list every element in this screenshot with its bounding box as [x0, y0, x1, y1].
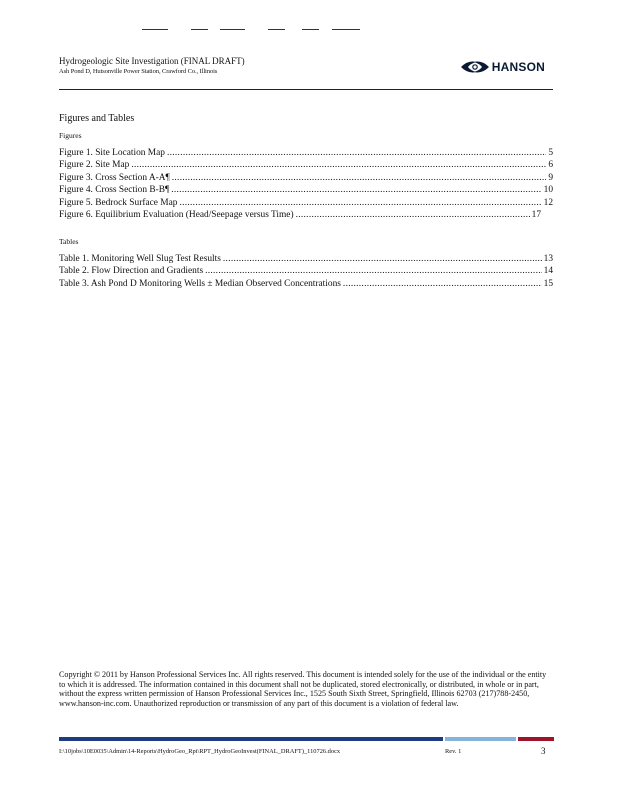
- toc-entry-page: 9: [548, 172, 553, 183]
- logo-wordmark: HANSON: [491, 60, 545, 74]
- toc-leader-dots: [179, 197, 541, 209]
- page-header: [59, 56, 553, 89]
- toc-leader-dots: [296, 209, 530, 221]
- toc-entry[interactable]: [59, 147, 553, 159]
- toc-entry-page: 12: [543, 197, 553, 208]
- toc-leader-dots: [172, 172, 547, 184]
- hanson-emblem-icon: [460, 59, 490, 75]
- toc-entry-label: Figure 5. Bedrock Surface Map: [59, 197, 178, 208]
- footer-file-path: I:\10jobs\10E0035\Admin\14-Reports\HydroGeo_Rpt\RPT_HydroGeoInvest(FINAL_DRAFT)_110726.docx: [59, 748, 341, 755]
- toc-entry-page: 15: [543, 278, 553, 289]
- toc-entry[interactable]: [59, 184, 553, 196]
- toc-entry-label: Figure 3. Cross Section A-A¶: [59, 172, 170, 183]
- section-title: Figures and Tables: [59, 113, 135, 124]
- toc-entry[interactable]: [59, 172, 553, 184]
- document-subtitle: Ash Pond D, Hutsonville Power Station, Crawford Co., Illinois: [59, 68, 218, 75]
- header-divider: [59, 89, 553, 90]
- toc-leader-dots: [131, 159, 546, 171]
- copyright-notice: Copyright © 2011 by Hanson Professional Services Inc. All rights reserved. This document is intended solely for the use of the individual or the entity to which it is addressed. The information contained in this document shall not be duplicated, stored electronically, or distributed, in whole or in part, without the express written permission of Hanson Professional Services Inc., 1525 South Sixth Street, Springfield, Illinois 62703 (217)788-2450, www.hanson-inc.com. Unauthorized reproduction or transmission of any part of this document is a violation of federal law.: [59, 670, 547, 708]
- top-dash-marks: [0, 29, 618, 31]
- toc-leader-dots: [205, 265, 542, 277]
- toc-entry-page: 10: [543, 185, 553, 196]
- toc-entry-label: Figure 6. Equilibrium Evaluation (Head/Seepage versus Time): [59, 209, 294, 220]
- footer-revision: Rev. 1: [445, 748, 462, 755]
- figures-list: [59, 147, 553, 221]
- toc-leader-dots: [343, 278, 542, 290]
- toc-entry-label: Figure 4. Cross Section B-B¶: [59, 185, 170, 196]
- toc-entry[interactable]: [59, 253, 553, 265]
- document-title: Hydrogeologic Site Investigation (FINAL DRAFT): [59, 56, 245, 66]
- toc-entry-page: 14: [543, 266, 553, 277]
- toc-entry-label: Table 2. Flow Direction and Gradients: [59, 266, 204, 277]
- footer-bar-red: [518, 737, 554, 741]
- toc-entry-page: 13: [543, 254, 553, 264]
- page-number: 3: [541, 746, 546, 756]
- toc-entry-label: Figure 1. Site Location Map: [59, 148, 165, 158]
- footer-bar-light-blue: [445, 737, 516, 741]
- figures-heading: Figures: [59, 131, 82, 140]
- toc-entry-page: 5: [548, 148, 553, 158]
- toc-entry-page: 17: [531, 209, 541, 220]
- toc-entry[interactable]: [59, 278, 553, 290]
- footer-bar-navy: [59, 737, 443, 741]
- hanson-logo: [460, 58, 545, 76]
- toc-entry-page: 6: [548, 160, 553, 171]
- toc-leader-dots: [167, 147, 546, 159]
- toc-leader-dots: [171, 184, 541, 196]
- toc-entry[interactable]: [59, 265, 553, 277]
- toc-entry-label: Figure 2. Site Map: [59, 160, 130, 171]
- tables-heading: Tables: [59, 237, 79, 246]
- toc-entry[interactable]: [59, 197, 553, 209]
- toc-entry-label: Table 3. Ash Pond D Monitoring Wells ± Median Observed Concentrations: [59, 278, 341, 289]
- toc-leader-dots: [223, 253, 542, 265]
- toc-entry-label: Table 1. Monitoring Well Slug Test Results: [59, 254, 221, 264]
- toc-entry[interactable]: [59, 209, 541, 221]
- toc-entry[interactable]: [59, 159, 553, 171]
- tables-list: [59, 253, 553, 290]
